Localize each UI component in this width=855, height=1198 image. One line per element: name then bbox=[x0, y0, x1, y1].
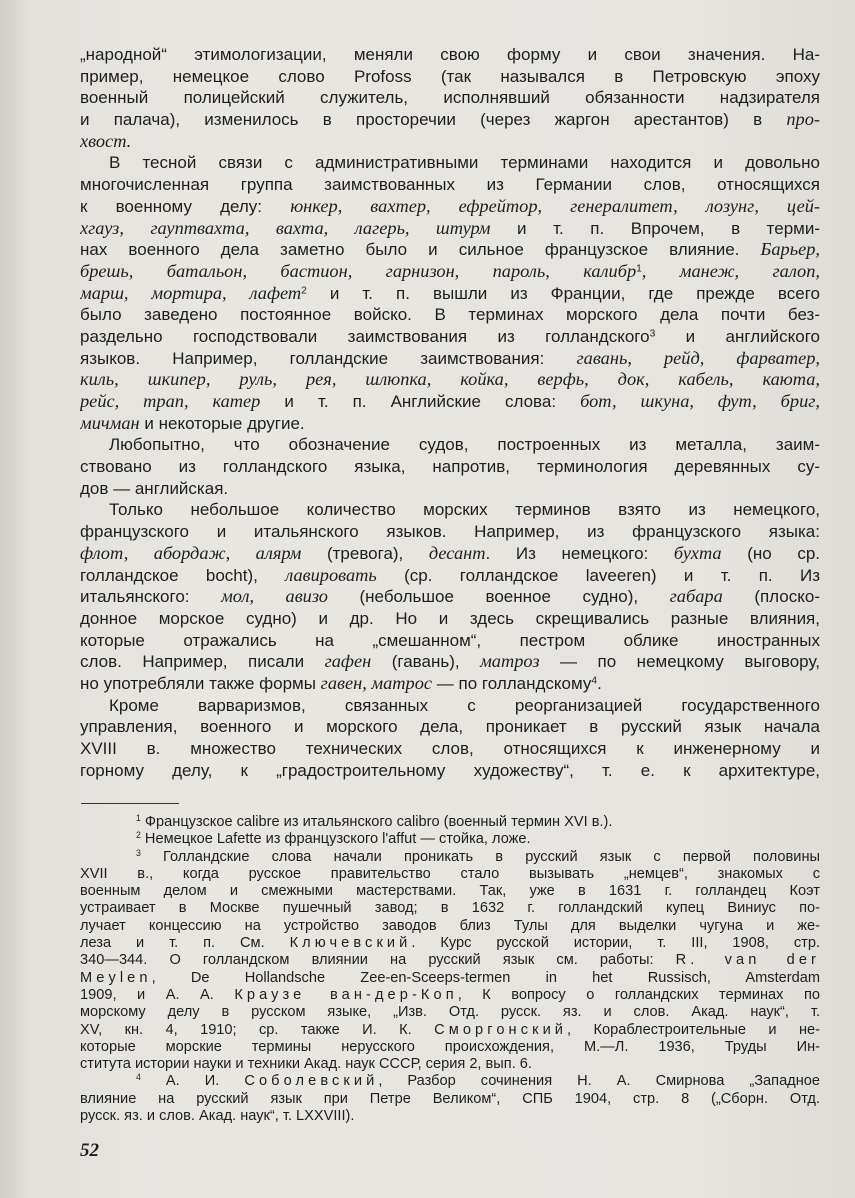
footnote-ref: 1 bbox=[136, 814, 141, 824]
text-run: . bbox=[597, 673, 602, 693]
text-line bbox=[80, 174, 820, 196]
text-run: (ср. голландское laveeren) и т. п. Из bbox=[376, 565, 820, 585]
italic-term: рейс, трап, катер bbox=[80, 391, 261, 411]
text-run: . Из немецкого: bbox=[485, 543, 674, 563]
text-run: пример, немецкое слово Profoss (так назывался в Петровскую эпоху bbox=[80, 66, 820, 86]
text-run: голландское bocht), bbox=[80, 565, 286, 585]
text-line bbox=[80, 543, 820, 565]
footnote-ref: 4 bbox=[591, 675, 598, 687]
italic-term: брешь, батальон, бастион, гарнизон, пароль, калибр bbox=[80, 260, 637, 281]
spaced-name: Сморгонский bbox=[434, 1021, 568, 1038]
footnote-ref: 2 bbox=[136, 831, 141, 841]
text-run: „народной“ этимологизации, меняли свою форму и свои значения. На- bbox=[80, 45, 820, 64]
text-run: леза и т. п. См. bbox=[80, 935, 290, 952]
text-run: дов — английская. bbox=[80, 478, 229, 498]
italic-term: гавен, матрос bbox=[320, 672, 433, 693]
text-run: — по голландскому bbox=[432, 673, 592, 693]
footnote-separator bbox=[81, 803, 179, 804]
footnote-line bbox=[80, 1004, 820, 1021]
text-run: влияние на русский язык при Петре Великом“, СПБ 1904, стр. 8 („Сборн. Отд. bbox=[80, 1090, 820, 1107]
body-text bbox=[80, 44, 820, 781]
text-line bbox=[80, 44, 820, 66]
footnote-line bbox=[80, 987, 820, 1004]
text-run: которые морские термины нерусского происхождения, М.—Л. 1936, Труды Ин- bbox=[80, 1038, 820, 1055]
text-run: раздельно господствовали заимствования из голландского bbox=[80, 326, 650, 346]
italic-term: хвост. bbox=[80, 130, 132, 151]
text-run: Немецкое Lafette из французского l'affut — стойка, ложе. bbox=[140, 831, 531, 848]
footnote-line bbox=[80, 849, 820, 866]
text-line bbox=[80, 565, 820, 587]
text-run: морскому делу в русском языке, „Изв. Отд. русск. яз. и слов. Акад. наук“, т. bbox=[80, 1004, 820, 1021]
italic-term: марш, мортира, лафет bbox=[80, 282, 302, 303]
text-line bbox=[80, 218, 820, 240]
footnote-ref: 3 bbox=[649, 328, 656, 340]
footnote-line bbox=[80, 935, 820, 952]
text-line bbox=[80, 87, 820, 109]
text-run: и т. п. вышли из Франции, где прежде всего bbox=[306, 283, 820, 303]
text-line bbox=[80, 348, 820, 370]
text-line bbox=[80, 326, 820, 348]
italic-term: киль, шкипер, руль, рея, шлюпка, койка, верфь, док, кабель, каюта, bbox=[80, 369, 820, 390]
text-line bbox=[80, 608, 820, 630]
footnote-line bbox=[80, 952, 820, 969]
text-line bbox=[80, 369, 820, 391]
text-run: языков. Например, голландские заимствования: bbox=[80, 348, 577, 368]
text-line bbox=[80, 760, 820, 782]
text-run: Кроме варваризмов, связанных с реорганизацией государственного bbox=[109, 695, 820, 715]
text-run: XVII в., когда русское правительство стало вызывать „немцев“, знакомых с bbox=[80, 865, 820, 882]
italic-term: юнкер, вахтер, ефрейтор, генералитет, лозунг, цей- bbox=[290, 195, 820, 216]
footnote-line bbox=[80, 1073, 820, 1090]
text-run: , Разбор сочинения Н. А. Смирнова „Западное bbox=[378, 1073, 820, 1090]
text-line bbox=[80, 196, 820, 218]
text-line bbox=[80, 152, 820, 174]
italic-term: Барьер, bbox=[760, 239, 820, 260]
spaced-name: Соболевский bbox=[244, 1073, 379, 1090]
italic-term: мол, авизо bbox=[221, 586, 328, 607]
italic-term: про- bbox=[786, 109, 820, 130]
footnote-line bbox=[80, 831, 820, 848]
text-run: (тревога), bbox=[301, 543, 429, 563]
text-run: и палача), изменилось в просторечии (через жаргон арестантов) в bbox=[80, 110, 787, 130]
text-run: , De Hollandsche Zee-en-Sceeps-termen in het Russisch, Amsterdam bbox=[151, 969, 820, 986]
text-run: и некоторые другие. bbox=[139, 413, 305, 433]
italic-term: десант bbox=[428, 542, 486, 563]
footnotes bbox=[80, 814, 820, 1125]
text-line bbox=[80, 673, 820, 695]
text-line bbox=[80, 239, 820, 261]
text-line bbox=[80, 738, 820, 760]
footnote-ref: 4 bbox=[136, 1073, 141, 1083]
text-run: , Кораблестроительные и не- bbox=[567, 1021, 820, 1038]
text-run: (но ср. bbox=[721, 543, 820, 563]
text-run: Французское calibre из итальянского calibro (военный термин XVI в.). bbox=[140, 814, 613, 830]
italic-term: гавань, рейд, фарватер, bbox=[576, 347, 820, 368]
text-line bbox=[80, 630, 820, 652]
italic-term: мичман bbox=[80, 412, 140, 433]
text-run: ститута истории науки и техники Акад. наук СССР, серия 2, вып. 6. bbox=[80, 1056, 532, 1073]
italic-term: лавировать bbox=[285, 564, 377, 585]
text-line bbox=[80, 131, 820, 153]
text-line bbox=[80, 434, 820, 456]
text-run: устраивает в Москве пушечный завод; в 1632 г. голландский купец Виниус по- bbox=[80, 900, 820, 917]
footnote-line bbox=[80, 918, 820, 935]
footnote-line bbox=[80, 900, 820, 917]
text-run: и английского bbox=[655, 326, 820, 346]
italic-term: бот, шкуна, фут, бриг, bbox=[580, 391, 820, 411]
text-run: — по немецкому выговору, bbox=[539, 652, 820, 672]
footnote-line bbox=[80, 1022, 820, 1039]
text-run: А. И. bbox=[140, 1073, 245, 1090]
text-run: XVIII в. множество технических слов, относящихся к инженерному и bbox=[80, 739, 820, 758]
text-run: , К вопросу о голландских терминах по bbox=[457, 986, 820, 1003]
text-run: многочисленная группа заимствованных из Германии слов, относящихся bbox=[80, 175, 820, 195]
footnote-line bbox=[80, 1056, 820, 1073]
text-run: военный полицейский служитель, исполнявший обязанности надзирателя bbox=[80, 88, 820, 108]
italic-term: матроз bbox=[480, 651, 540, 672]
text-line bbox=[80, 66, 820, 88]
footnote-line bbox=[80, 866, 820, 883]
text-run: Любопытно, что обозначение судов, построенных из металла, заим- bbox=[109, 435, 820, 455]
text-run: нах военного дела заметно было и сильное французское влияние. bbox=[80, 240, 761, 260]
footnote-ref: 3 bbox=[136, 848, 141, 858]
text-run: итальянского: bbox=[80, 587, 222, 607]
italic-term: гафен bbox=[324, 651, 372, 672]
text-line bbox=[80, 499, 820, 521]
text-run: ствовано из голландского языка, напротив, терминология деревянных су- bbox=[80, 457, 820, 477]
text-run: слов. Например, писали bbox=[80, 652, 325, 672]
text-line bbox=[80, 283, 820, 305]
italic-term: флот, абордаж, алярм bbox=[80, 542, 302, 563]
text-line bbox=[80, 695, 820, 717]
text-run: (небольшое военное судно), bbox=[327, 587, 670, 607]
text-line bbox=[80, 586, 820, 608]
italic-term: хгауз, гауптвахта, вахта, лагерь, штурм bbox=[80, 217, 491, 238]
spaced-name: Краузе ван-дер-Коп bbox=[234, 986, 458, 1003]
text-run: (гавань), bbox=[371, 652, 481, 672]
text-run: управления, военного и морского дела, проникает в русский язык начала bbox=[80, 717, 820, 737]
text-line bbox=[80, 413, 820, 435]
italic-term: габара bbox=[669, 586, 723, 607]
text-run: и т. п. Впрочем, в терми- bbox=[490, 218, 820, 238]
text-line bbox=[80, 391, 820, 413]
text-run: горному делу, к „градостроительному художеству“, т. е. к архитектуре, bbox=[80, 760, 820, 780]
text-run: французского и итальянского языков. Например, из французского языка: bbox=[80, 522, 820, 542]
text-run: к военному делу: bbox=[80, 196, 291, 216]
text-run: и т. п. Английские слова: bbox=[260, 392, 581, 411]
page-number: 52 bbox=[80, 1140, 99, 1161]
italic-term: бухта bbox=[673, 542, 722, 563]
italic-term: , манеж, галоп, bbox=[641, 260, 820, 281]
text-line bbox=[80, 478, 820, 500]
text-line bbox=[80, 716, 820, 738]
text-line bbox=[80, 109, 820, 131]
text-run: 1909, и А. А. bbox=[80, 986, 235, 1003]
footnote-ref: 2 bbox=[301, 284, 307, 296]
footnote-line bbox=[80, 1091, 820, 1108]
text-run: лучает концессию на устройство заводов близ Тулы для выделки чугуна и же- bbox=[80, 917, 820, 934]
text-line bbox=[80, 521, 820, 543]
text-run: 340—344. О голландском влиянии на русский язык см. работы: bbox=[80, 952, 676, 969]
text-run: но употребляли также формы bbox=[80, 673, 321, 693]
text-run: русск. яз. и слов. Акад. наук“, т. LXXVIII). bbox=[80, 1108, 355, 1125]
footnote-line bbox=[80, 883, 820, 900]
text-run: В тесной связи с административными терминами находится и довольно bbox=[109, 153, 820, 173]
footnote-line bbox=[80, 1108, 820, 1125]
footnote-ref: 1 bbox=[636, 263, 642, 275]
text-run: Голландские слова начали проникать в русский язык с первой половины bbox=[140, 848, 820, 865]
spaced-name: Meylen bbox=[80, 969, 152, 986]
text-run: (плоско- bbox=[722, 587, 820, 607]
footnote-line bbox=[80, 970, 820, 987]
text-line bbox=[80, 261, 820, 283]
footnote-line bbox=[80, 1039, 820, 1056]
text-line bbox=[80, 304, 820, 326]
text-run: . Курс русской истории, т. III, 1908, стр. bbox=[411, 935, 820, 952]
footnote-line bbox=[80, 814, 820, 831]
spaced-name: Ключевский bbox=[289, 935, 412, 952]
text-run: XV, кн. 4, 1910; ср. также И. К. bbox=[80, 1021, 435, 1038]
text-line bbox=[80, 456, 820, 478]
text-line bbox=[80, 651, 820, 673]
text-run: военным делом и смежными мастерствами. Так, уже в 1631 г. голландец Коэт bbox=[80, 883, 820, 900]
text-run: которые отражались на „смешанном“, пестром облике иностранных bbox=[80, 630, 820, 650]
text-run: Только небольшое количество морских терминов взято из немецкого, bbox=[109, 500, 820, 520]
spaced-name: R. van der bbox=[675, 952, 820, 969]
text-run: донное морское судно) и др. Но и здесь скрещивались разные влияния, bbox=[80, 608, 820, 628]
text-run: было заведено постоянное войско. В терминах морского дела почти без- bbox=[80, 305, 820, 325]
